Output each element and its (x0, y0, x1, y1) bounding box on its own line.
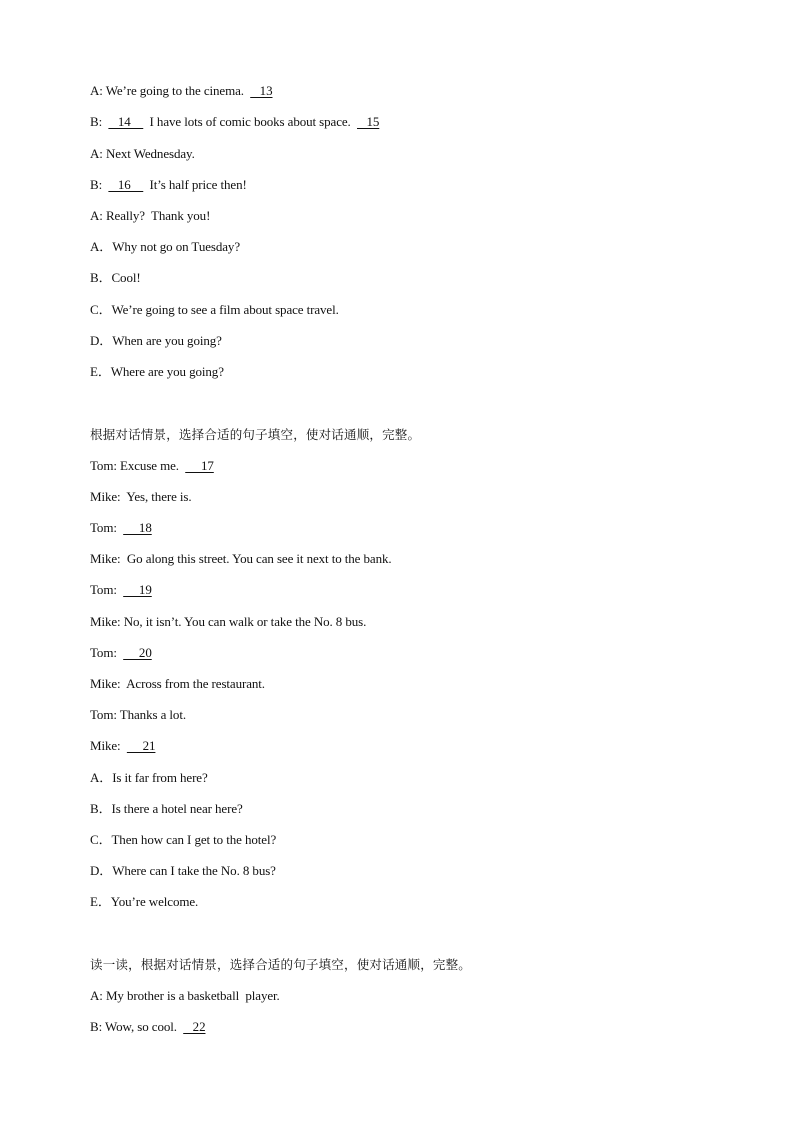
option-d (90, 333, 222, 349)
answer-blank-22: 22 (183, 1019, 206, 1034)
option-a (90, 770, 208, 786)
option-b (90, 270, 141, 286)
dialogue-line-mike-yes (90, 489, 192, 505)
line-text: B: (90, 114, 109, 129)
answer-blank-20: 20 (123, 645, 152, 660)
option-text: B．Cool! (90, 270, 141, 285)
dialogue-line-mike-21 (90, 738, 155, 754)
section-instruction: 根据对话情景，选择合适的句子填空，使对话通顺，完整。 (90, 427, 421, 442)
answer-blank-19: 19 (123, 582, 152, 597)
line-text: Tom: Excuse me. (90, 458, 186, 473)
option-text: C．We’re going to see a film about space travel. (90, 302, 339, 317)
line-text: I have lots of comic books about space. (143, 114, 358, 129)
line-text: Tom: Thanks a lot. (90, 707, 186, 722)
option-e (90, 364, 224, 380)
line-text: B: Wow, so cool. (90, 1019, 184, 1034)
line-text: It’s half price then! (143, 177, 247, 192)
option-text: D．Where can I take the No. 8 bus? (90, 863, 276, 878)
line-text: Mike: (90, 738, 127, 753)
dialogue-line-tom-20 (90, 645, 152, 661)
line-text: Mike: Yes, there is. (90, 489, 192, 504)
answer-blank-13: 13 (250, 83, 273, 98)
line-text: Tom: (90, 520, 124, 535)
dialogue-line-tom-thanks (90, 707, 186, 723)
option-text: C．Then how can I get to the hotel? (90, 832, 277, 847)
dialogue-line-a-thanks (90, 208, 210, 224)
section-instruction: 读一读，根据对话情景，选择合适的句子填空，使对话通顺，完整。 (90, 957, 472, 972)
dialogue-line-mike-street (90, 551, 392, 567)
dialogue-line-tom-18 (90, 520, 152, 536)
answer-blank-16: 16 (108, 177, 144, 192)
dialogue-line-mike-walk (90, 614, 366, 630)
line-text: A: Really? Thank you! (90, 208, 211, 223)
dialogue-line-tom-19 (90, 582, 152, 598)
option-c (90, 832, 276, 848)
option-a (90, 239, 240, 255)
line-text: A: My brother is a basketball player. (90, 988, 280, 1003)
answer-blank-17: 17 (185, 458, 214, 473)
dialogue-line-b-half-price (90, 177, 247, 193)
option-e (90, 894, 198, 910)
line-text: Tom: (90, 645, 124, 660)
dialogue-line-b-comic (90, 114, 379, 130)
dialogue-line-tom-excuse (90, 458, 214, 474)
dialogue-line-a-cinema (90, 83, 273, 99)
line-text: A: Next Wednesday. (90, 146, 195, 161)
answer-blank-14: 14 (108, 114, 144, 129)
dialogue-line-mike-across (90, 676, 265, 692)
option-text: B．Is there a hotel near here? (90, 801, 243, 816)
option-text: D．When are you going? (90, 333, 222, 348)
option-text: E．You’re welcome. (90, 894, 199, 909)
dialogue-line-a-brother (90, 988, 280, 1004)
answer-blank-18: 18 (123, 520, 152, 535)
option-text: E．Where are you going? (90, 364, 224, 379)
dialogue-line-b-cool (90, 1019, 205, 1035)
option-c (90, 302, 339, 318)
option-text: A．Why not go on Tuesday? (90, 239, 240, 254)
line-text: A: We’re going to the cinema. (90, 83, 251, 98)
answer-blank-15: 15 (357, 114, 380, 129)
line-text: Mike: No, it isn’t. You can walk or take the No. 8 bus. (90, 614, 367, 629)
line-text: Mike: Go along this street. You can see it next to the bank. (90, 551, 392, 566)
answer-blank-21: 21 (126, 738, 156, 753)
line-text: Tom: (90, 582, 124, 597)
option-b (90, 801, 243, 817)
line-text: Mike: Across from the restaurant. (90, 676, 265, 691)
option-d (90, 863, 276, 879)
dialogue-line-a-wednesday (90, 146, 195, 162)
option-text: A．Is it far from here? (90, 770, 208, 785)
line-text: B: (90, 177, 109, 192)
